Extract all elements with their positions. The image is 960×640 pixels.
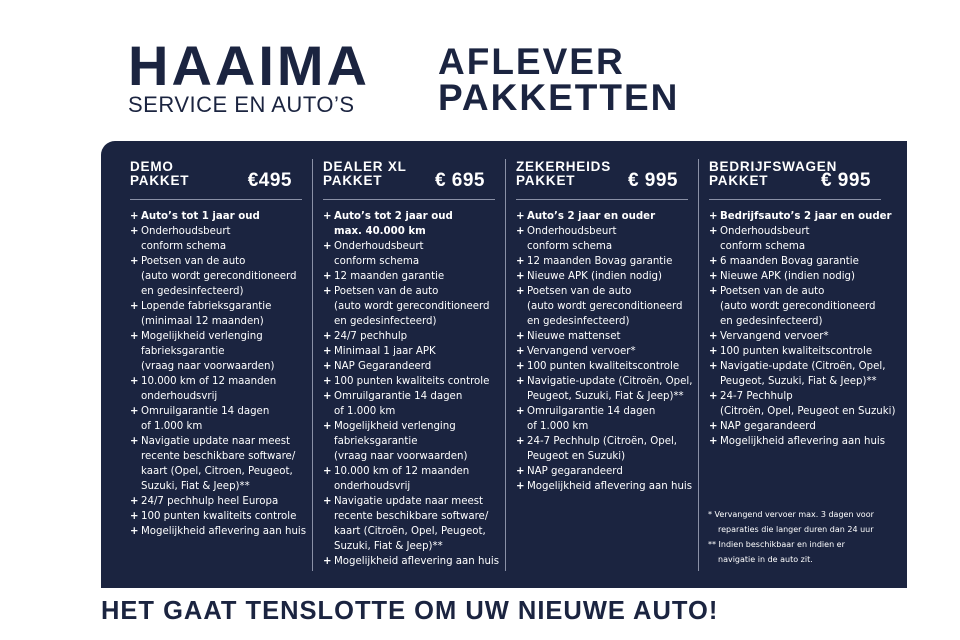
- feature-item: [323, 464, 495, 494]
- feature-line: + Poetsen van de auto: [720, 286, 825, 297]
- feature-line: + Mogelijkheid aflevering aan huis: [334, 556, 500, 567]
- feature-item: [323, 209, 495, 239]
- feature-line: conform schema: [527, 241, 613, 252]
- footnote-2-line-1: ** Indien beschikbaar en indien er: [708, 540, 845, 549]
- package-price: €495: [247, 170, 292, 191]
- package-column: [323, 159, 500, 569]
- feature-line: + Auto’s tot 1 jaar oud: [141, 211, 260, 222]
- feature-line: + Bedrijfsauto’s 2 jaar en ouder: [720, 211, 892, 222]
- package-features: [323, 209, 500, 569]
- feature-item: [709, 344, 881, 359]
- feature-line: (minimaal 12 maanden): [141, 316, 264, 327]
- title-line-2: PAKKETTEN: [438, 77, 680, 118]
- feature-item: [323, 269, 495, 284]
- feature-item: [130, 299, 302, 329]
- feature-line: + Mogelijkheid aflevering aan huis: [141, 526, 307, 537]
- feature-line: kaart (Opel, Citroen, Peugeot,: [141, 466, 293, 477]
- feature-line: en gedesinfecteerd): [527, 316, 630, 327]
- feature-line: en gedesinfecteerd): [334, 316, 437, 327]
- feature-item: [130, 209, 302, 224]
- feature-line: fabrieksgarantie: [334, 436, 418, 447]
- feature-line: + Mogelijkheid verlenging: [141, 331, 263, 342]
- feature-line: recente beschikbare software/: [334, 511, 489, 522]
- feature-item: [516, 374, 693, 404]
- feature-item: [516, 269, 688, 284]
- feature-line: + 6 maanden Bovag garantie: [720, 256, 859, 267]
- feature-line: + Onderhoudsbeurt: [720, 226, 810, 237]
- feature-line: (auto wordt gereconditioneerd: [720, 301, 876, 312]
- footnotes: [708, 507, 874, 567]
- feature-item: [130, 404, 302, 434]
- feature-line: onderhoudsvrij: [141, 391, 218, 402]
- haaima-logo: [128, 34, 370, 117]
- feature-item: [709, 269, 881, 284]
- feature-item: [130, 254, 302, 299]
- feature-line: of 1.000 km: [527, 421, 589, 432]
- feature-line: kaart (Citroën, Opel, Peugeot,: [334, 526, 486, 537]
- logo-name: HAAIMA: [128, 34, 370, 97]
- package-column: [516, 159, 693, 494]
- feature-item: [709, 224, 881, 254]
- feature-line: + Poetsen van de auto: [527, 286, 632, 297]
- feature-line: + Auto’s 2 jaar en ouder: [527, 211, 656, 222]
- package-name-line-1: DEALER XL: [323, 159, 407, 174]
- feature-item: [709, 434, 886, 449]
- package-features: [516, 209, 693, 494]
- package-column: [130, 159, 307, 539]
- feature-line: + Onderhoudsbeurt: [334, 241, 424, 252]
- feature-item: [516, 344, 688, 359]
- feature-item: [130, 509, 302, 524]
- feature-line: + Nieuwe APK (indien nodig): [720, 271, 855, 282]
- feature-line: + NAP Gegarandeerd: [334, 361, 432, 372]
- feature-line: of 1.000 km: [334, 406, 396, 417]
- feature-item: [709, 209, 892, 224]
- feature-line: + Omruilgarantie 14 dagen: [527, 406, 656, 417]
- feature-item: [323, 419, 495, 464]
- feature-item: [516, 434, 688, 464]
- feature-item: [516, 464, 688, 479]
- feature-item: [709, 359, 886, 389]
- feature-line: + Auto’s tot 2 jaar oud: [334, 211, 453, 222]
- packages-panel: [101, 141, 907, 588]
- package-price: € 695: [434, 170, 485, 191]
- feature-line: + NAP gegarandeerd: [720, 421, 816, 432]
- feature-line: + Mogelijkheid aflevering aan huis: [720, 436, 886, 447]
- feature-item: [323, 329, 495, 344]
- feature-line: max. 40.000 km: [334, 226, 426, 237]
- feature-item: [323, 344, 495, 359]
- footnote-1-line-1: * Vervangend vervoer max. 3 dagen voor: [708, 510, 874, 519]
- feature-item: [516, 284, 688, 329]
- logo-tagline: SERVICE EN AUTO’S: [128, 92, 355, 117]
- feature-line: (Citroën, Opel, Peugeot en Suzuki): [720, 406, 896, 417]
- feature-line: Peugeot, Suzuki, Fiat & Jeep)**: [720, 376, 877, 387]
- feature-line: fabrieksgarantie: [141, 346, 225, 357]
- column-divider: [505, 159, 506, 571]
- feature-item: [709, 254, 881, 269]
- feature-item: [516, 329, 688, 344]
- column-divider: [698, 159, 699, 571]
- feature-line: + 24/7 pechhulp: [334, 331, 408, 342]
- feature-line: + Navigatie-update (Citroën, Opel,: [720, 361, 886, 372]
- feature-item: [709, 389, 896, 419]
- feature-item: [323, 494, 495, 554]
- feature-line: onderhoudsvrij: [334, 481, 411, 492]
- feature-line: + Mogelijkheid aflevering aan huis: [527, 481, 693, 492]
- feature-line: conform schema: [141, 241, 227, 252]
- feature-line: + Onderhoudsbeurt: [527, 226, 617, 237]
- feature-item: [709, 329, 881, 344]
- feature-line: + NAP gegarandeerd: [527, 466, 623, 477]
- feature-line: + 100 punten kwaliteitscontrole: [527, 361, 680, 372]
- feature-item: [130, 434, 302, 494]
- feature-line: + 100 punten kwaliteits controle: [334, 376, 490, 387]
- feature-item: [516, 479, 693, 494]
- feature-item: [516, 404, 688, 434]
- feature-item: [516, 209, 688, 224]
- feature-line: + Onderhoudsbeurt: [141, 226, 231, 237]
- feature-line: + Vervangend vervoer*: [720, 331, 829, 342]
- package-name-line-2: PAKKET: [709, 173, 769, 188]
- package-header: [323, 160, 495, 200]
- title-line-1: AFLEVER: [438, 41, 625, 82]
- feature-line: Suzuki, Fiat & Jeep)**: [334, 541, 443, 552]
- feature-line: (vraag naar voorwaarden): [141, 361, 275, 372]
- feature-line: + Nieuwe mattenset: [527, 331, 621, 342]
- feature-item: [130, 224, 302, 254]
- feature-line: conform schema: [720, 241, 806, 252]
- page-title: [438, 41, 680, 118]
- package-name-line-1: ZEKERHEIDS: [516, 159, 612, 174]
- feature-line: + Poetsen van de auto: [141, 256, 246, 267]
- feature-line: (auto wordt gereconditioneerd: [527, 301, 683, 312]
- feature-line: Peugeot, Suzuki, Fiat & Jeep)**: [527, 391, 684, 402]
- feature-line: conform schema: [334, 256, 420, 267]
- feature-item: [323, 554, 500, 569]
- package-header: [709, 160, 881, 200]
- feature-line: + Mogelijkheid verlenging: [334, 421, 456, 432]
- package-header: [130, 160, 302, 200]
- feature-item: [709, 419, 881, 434]
- package-features: [130, 209, 307, 539]
- package-column: [709, 159, 896, 449]
- package-price: € 995: [627, 170, 678, 191]
- feature-item: [130, 524, 307, 539]
- package-name-line-1: BEDRIJFSWAGEN: [709, 159, 838, 174]
- feature-line: + Minimaal 1 jaar APK: [334, 346, 436, 357]
- feature-item: [323, 389, 495, 419]
- feature-line: + 24-7 Pechhulp: [720, 391, 793, 402]
- feature-line: + Omruilgarantie 14 dagen: [141, 406, 270, 417]
- feature-line: + Nieuwe APK (indien nodig): [527, 271, 662, 282]
- feature-item: [130, 494, 302, 509]
- feature-line: of 1.000 km: [141, 421, 203, 432]
- feature-item: [130, 329, 302, 374]
- footnote-2-line-2: navigatie in de auto zit.: [718, 555, 813, 564]
- feature-line: (auto wordt gereconditioneerd: [334, 301, 490, 312]
- feature-line: + 10.000 km of 12 maanden: [141, 376, 277, 387]
- feature-line: + Lopende fabrieksgarantie: [141, 301, 272, 312]
- feature-line: + Navigatie update naar meest: [334, 496, 484, 507]
- feature-line: + 24/7 pechhulp heel Europa: [141, 496, 279, 507]
- feature-line: Suzuki, Fiat & Jeep)**: [141, 481, 250, 492]
- feature-item: [323, 284, 495, 329]
- feature-item: [323, 239, 495, 269]
- feature-line: + Omruilgarantie 14 dagen: [334, 391, 463, 402]
- feature-item: [323, 359, 495, 374]
- feature-line: + 10.000 km of 12 maanden: [334, 466, 470, 477]
- package-name-line-2: PAKKET: [516, 173, 576, 188]
- package-header: [516, 160, 688, 200]
- footer-slogan: HET GAAT TENSLOTTE OM UW NIEUWE AUTO!: [101, 597, 719, 625]
- feature-item: [323, 374, 495, 389]
- feature-line: + 12 maanden Bovag garantie: [527, 256, 673, 267]
- feature-line: + Vervangend vervoer*: [527, 346, 636, 357]
- package-name-line-2: PAKKET: [323, 173, 383, 188]
- package-price: € 995: [820, 170, 871, 191]
- feature-line: (vraag naar voorwaarden): [334, 451, 468, 462]
- feature-line: + 24-7 Pechhulp (Citroën, Opel,: [527, 436, 678, 447]
- feature-line: Peugeot en Suzuki): [527, 451, 626, 462]
- feature-item: [130, 374, 302, 404]
- package-name-line-2: PAKKET: [130, 173, 190, 188]
- feature-line: + 100 punten kwaliteits controle: [141, 511, 297, 522]
- feature-item: [709, 284, 881, 329]
- feature-item: [516, 224, 688, 254]
- feature-line: + Poetsen van de auto: [334, 286, 439, 297]
- column-divider: [312, 159, 313, 571]
- feature-line: + Navigatie update naar meest: [141, 436, 291, 447]
- feature-line: + Navigatie-update (Citroën, Opel,: [527, 376, 693, 387]
- feature-line: (auto wordt gereconditioneerd: [141, 271, 297, 282]
- feature-line: en gedesinfecteerd): [141, 286, 244, 297]
- package-name-line-1: DEMO: [130, 159, 174, 174]
- package-features: [709, 209, 896, 449]
- footnote-1-line-2: reparaties die langer duren dan 24 uur: [718, 525, 874, 534]
- feature-line: recente beschikbare software/: [141, 451, 296, 462]
- feature-line: en gedesinfecteerd): [720, 316, 823, 327]
- feature-line: + 100 punten kwaliteitscontrole: [720, 346, 873, 357]
- feature-item: [516, 254, 688, 269]
- feature-line: + 12 maanden garantie: [334, 271, 445, 282]
- feature-item: [516, 359, 688, 374]
